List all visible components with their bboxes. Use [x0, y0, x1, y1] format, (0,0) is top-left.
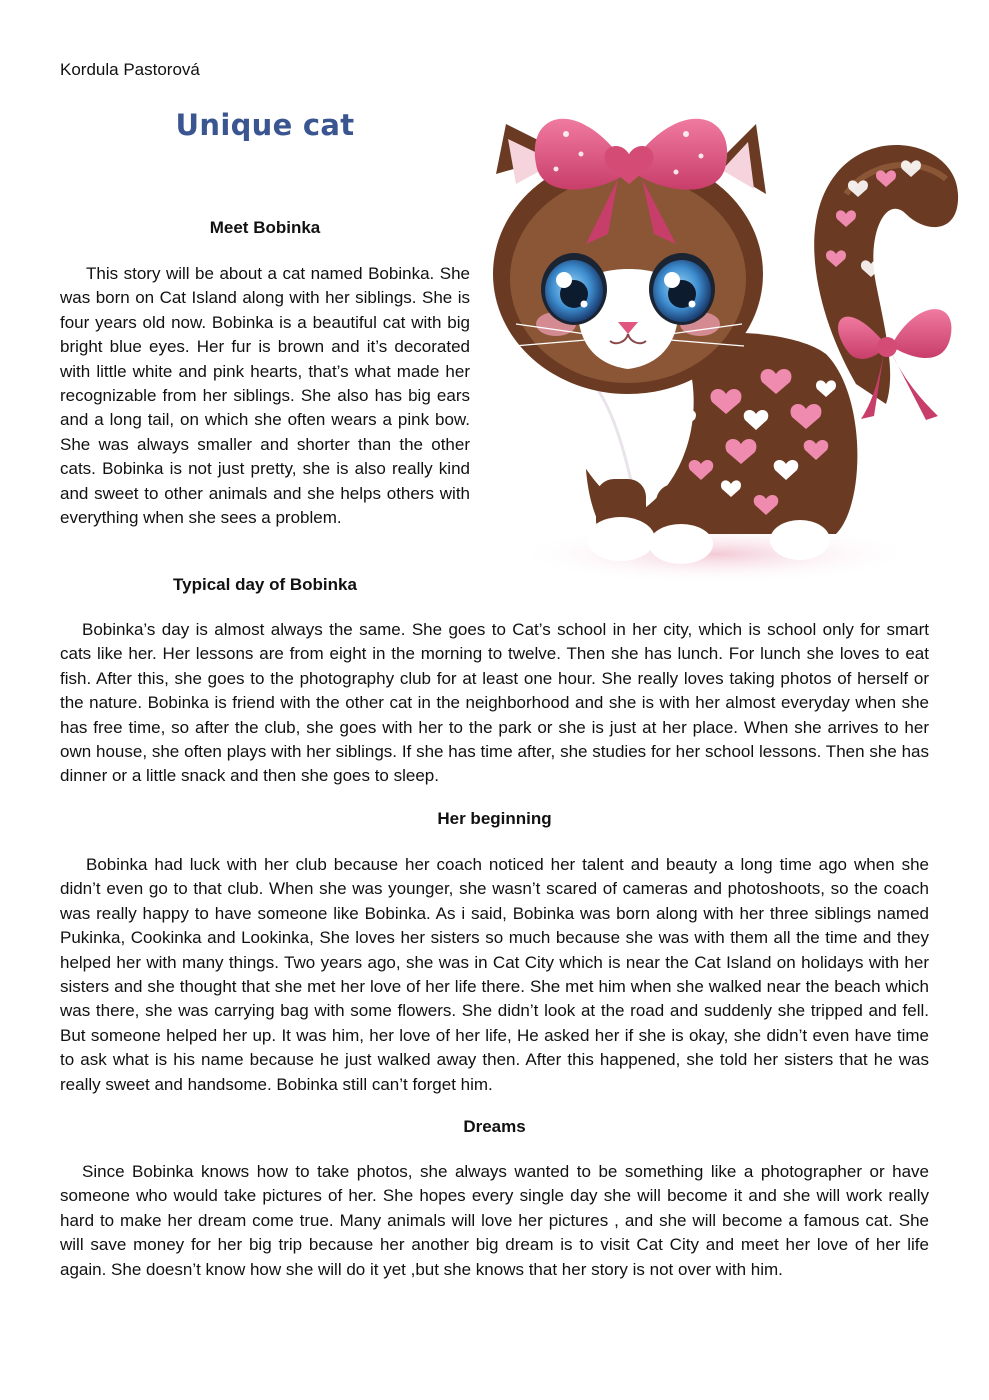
- section-text-typical-day: Bobinka’s day is almost always the same. She goes to Cat’s school in her city, which is school only for smart cats like her. Her lessons are from eight in the morning to twelve. Then she has lunch. For lunch she loves to eat fish. After this, she goes to the photography club for at least one hour. She really loves taking photos of herself or the nature. Bobinka is friend with the other cat in the neighborhood and she is with her almost everyday when she has free time, so after the club, she goes with her to the park or she is just at her place. When she arrives to her own house, she often plays with her siblings. If she has time after, she studies for her school lessons. Then she has dinner or a little snack and then she goes to sleep.: [60, 620, 929, 786]
- author-name: Kordula Pastorová: [60, 60, 200, 79]
- section-text-meet: This story will be about a cat named Bobinka. She was born on Cat Island along with her siblings. She is four years old now. Bobinka is a beautiful cat with big bright blue eyes. Her fur is brown and it’s decorated with little white and pink hearts, that’s what made her recognizable from her siblings. She also has big ears and a long tail, on which she often wears a pink bow. She was always smaller and shorter than the other cats. Bobinka is not just pretty, she is also really kind and sweet to other animals and she helps others with everything when she sees a problem.: [60, 264, 470, 528]
- page-title: Unique cat: [175, 108, 355, 142]
- section-heading-typical-day: Typical day of Bobinka: [173, 575, 357, 594]
- section-text-dreams: Since Bobinka knows how to take photos, she always wanted to be something like a photographer or have someone who would take pictures of her. She hopes every single day she will become it and she will work really hard to make her dream come true. Many animals will love her pictures , and she will become a famous cat. She will save money for her big trip because her another big dream is to visit Cat City and meet her love of her life again. She doesn’t know how she will do it yet ,but she knows that her story is not over with him.: [60, 1162, 929, 1279]
- cat-illustration: [486, 84, 964, 596]
- section-heading-dreams: Dreams: [463, 1117, 526, 1136]
- section-heading-meet: Meet Bobinka: [209, 218, 321, 237]
- section-heading-beginning: Her beginning: [437, 809, 552, 828]
- section-text-beginning: Bobinka had luck with her club because her coach noticed her talent and beauty a long time ago when she didn’t even go to that club. When she was younger, she wasn’t scared of cameras and photoshoots, so the coach was really happy to have someone like Bobinka. As i said, Bobinka was born along with her three siblings named Pukinka, Cookinka and Lookinka, She loves her sisters so much because she was with them all the time and they helped her with many things. Two years ago, she was in Cat City which is near the Cat Island on holidays with her sisters and she thought that she met her love of her life there. She met him when she walked near the beach which was there, she was carrying bag with some flowers. She didn’t look at the road and suddenly she tripped and fell. But someone helped her up. It was him, her love of her life, He asked her if she is okay, she didn’t even have time to ask what is his name because he just walked away then. After this happened, she told her sisters that he was really sweet and handsome. Bobinka still can’t forget him.: [60, 855, 929, 1094]
